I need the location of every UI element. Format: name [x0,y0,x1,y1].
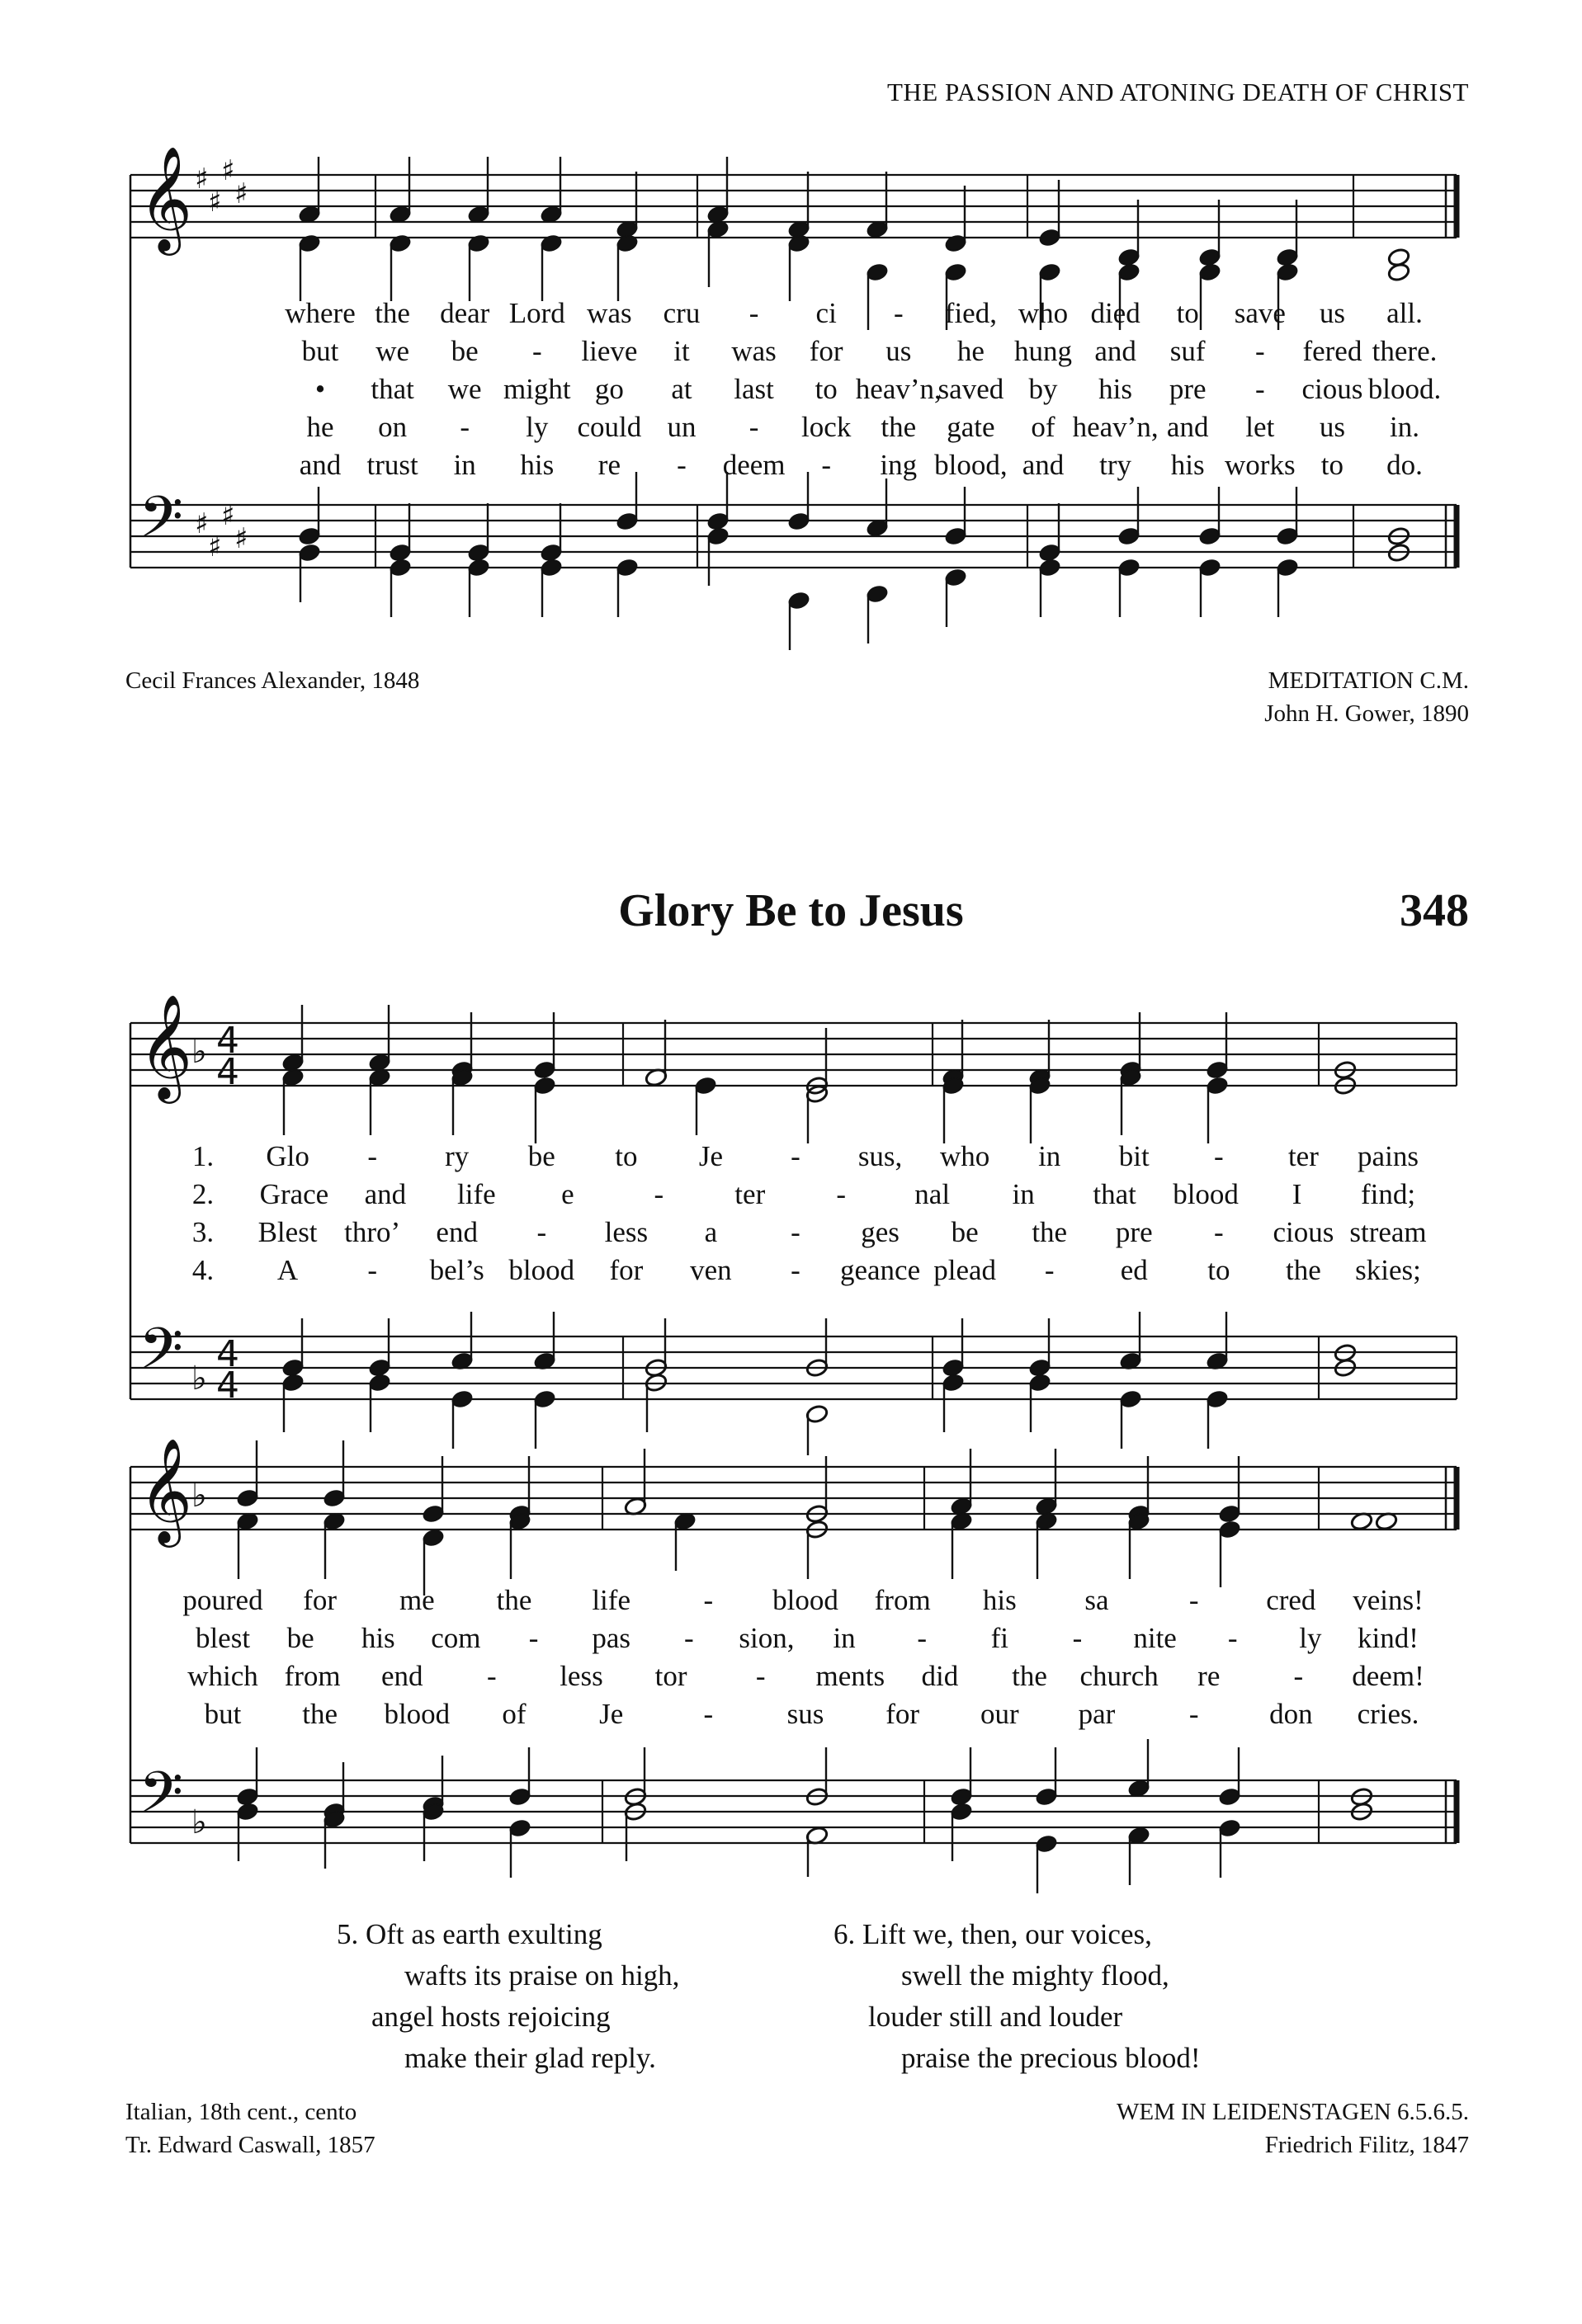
bass-clef: 𝄢 [139,1315,184,1396]
lyric-syllable: par [1078,1698,1116,1730]
lyric-syllable: sus, [857,1140,903,1172]
lyric-syllable: be [451,335,479,367]
lyric-syllable: 2. [191,1178,215,1210]
lyric-syllable: gate [947,411,995,443]
lyric-syllable: for [885,1698,920,1730]
lyric-syllable: do. [1386,449,1423,481]
lyric-syllable: - [791,1216,800,1248]
lyric-syllable: - [821,449,832,481]
lyric-syllable: lieve [581,335,638,367]
lyric-syllable: A [276,1254,299,1286]
lyric-syllable: re [1197,1660,1221,1692]
lyric-syllable: - [1227,1622,1238,1654]
lyric-syllable: ly [1299,1622,1322,1654]
lyric-syllable: church [1079,1660,1159,1692]
lyric-syllable: - [836,1178,847,1210]
key-sharp: ♯ [221,499,235,532]
lyric-syllable: com [431,1622,481,1654]
lyric-syllable: go [594,373,624,405]
lyric-syllable: - [748,411,759,443]
lyric-syllable: that [371,373,414,405]
lyric-syllable: heav’n, [855,373,942,405]
lyric-syllable: all. [1386,297,1423,329]
lyric-syllable: ing [880,449,918,481]
lyric-syllable: cries. [1357,1698,1419,1730]
lyric-syllable: the [302,1698,338,1730]
lyric-syllable: - [487,1660,497,1692]
lyric-syllable: sus [786,1698,824,1730]
stanza-5-line-1: 5. Oft as earth exulting [337,1918,602,1950]
lyric-syllable: in [1012,1178,1035,1210]
lyric-syllable: and [1022,449,1065,481]
tune-name: WEM IN LEIDENSTAGEN 6.5.6.5. [1117,2099,1469,2125]
lyric-syllable: and [364,1178,407,1210]
lyric-syllable: - [791,1254,800,1286]
lyric-syllable: the [881,411,917,443]
lyric-syllable: cru [663,297,701,329]
lyric-syllable: ter [734,1178,766,1210]
key-sharp: ♯ [234,522,248,555]
key-flat: ♭ [191,1033,207,1071]
lyric-syllable: us [1319,411,1345,443]
treble-clef: 𝄞 [139,1437,193,1543]
lyric-syllable: Grace [259,1178,329,1210]
previous-words-credit: Cecil Frances Alexander, 1848 [125,667,420,694]
lyric-syllable: stream [1349,1216,1427,1248]
stanza-6-line-1: 6. Lift we, then, our voices, [834,1918,1152,1950]
lyric-syllable: - [528,1622,539,1654]
lyric-syllable: a [704,1216,718,1248]
lyric-syllable: his [1098,373,1133,405]
previous-composer: John H. Gower, 1890 [1264,700,1469,727]
lyric-syllable: end [436,1216,478,1248]
key-flat: ♭ [191,1803,207,1841]
lyric-syllable: last [734,373,774,405]
time-signature: 4 [216,1051,239,1093]
lyric-syllable: cred [1266,1584,1316,1616]
lyric-syllable: life [592,1584,630,1616]
lyric-syllable: pre [1115,1216,1153,1248]
lyric-syllable: deem [722,449,786,481]
lyric-syllable: from [874,1584,931,1616]
stanza-5-line-3: angel hosts rejoicing [371,2001,611,2033]
lyric-syllable: poured [182,1584,263,1616]
lyric-syllable: heav’n, [1072,411,1159,443]
words-credit: Italian, 18th cent., cento [125,2099,357,2125]
lyric-syllable: sion, [739,1622,795,1654]
lyric-syllable: - [536,1216,547,1248]
lyric-syllable: there. [1372,335,1438,367]
lyric-syllable: - [531,335,542,367]
key-sharp: ♯ [208,186,222,219]
key-sharp: ♯ [208,530,222,563]
lyric-syllable: deem! [1352,1660,1424,1692]
lyric-syllable: ven [690,1254,732,1286]
lyric-syllable: try [1099,449,1132,481]
lyric-syllable: thro’ [344,1216,401,1248]
lyric-syllable: veins! [1353,1584,1424,1616]
lyric-syllable: - [748,297,759,329]
lyric-syllable: who [940,1140,990,1172]
lyric-syllable: the [496,1584,532,1616]
lyric-syllable: ly [526,411,549,443]
lyric-syllable: ed [1120,1254,1148,1286]
lyric-syllable: the [1032,1216,1068,1248]
lyric-syllable: Je [599,1698,624,1730]
stanza-5-line-4: make their glad reply. [404,2042,656,2074]
key-flat: ♭ [191,1477,207,1515]
lyric-syllable: - [755,1660,766,1692]
bass-clef: 𝄢 [139,483,184,564]
treble-clef: 𝄞 [139,993,193,1099]
lyric-syllable: was [731,335,777,367]
lyric-syllable: - [1214,1216,1224,1248]
lyric-syllable: 3. [191,1216,215,1248]
lyric-syllable: blood, [934,449,1008,481]
lyric-syllable: e [561,1178,574,1210]
lyric-syllable: skies; [1355,1254,1421,1286]
section-header: THE PASSION AND ATONING DEATH OF CHRIST [886,78,1469,106]
lyric-syllable: in [453,449,476,481]
lyric-syllable: to [615,1140,638,1172]
lyric-syllable: hung [1014,335,1072,367]
time-signature: 4 [216,1333,239,1375]
lyric-syllable: fied, [944,297,997,329]
treble-clef: 𝄞 [139,145,193,251]
lyric-syllable: - [1072,1622,1083,1654]
lyric-syllable: - [654,1178,664,1210]
key-sharp: ♯ [234,177,248,210]
lyric-syllable: he [956,335,985,367]
lyric-syllable: by [1028,373,1058,405]
key-sharp: ♯ [221,154,235,187]
lyric-syllable: lock [801,411,852,443]
lyric-syllable: we [375,335,409,367]
lyric-syllable: - [367,1254,377,1286]
lyric-syllable: on [378,411,408,443]
lyric-syllable: to [1320,449,1344,481]
lyric-syllable: to [815,373,838,405]
lyric-syllable: re [597,449,621,481]
lyric-syllable: in [1038,1140,1061,1172]
lyric-syllable: that [1093,1178,1136,1210]
lyric-syllable: 1. [191,1140,215,1172]
lyric-syllable: - [893,297,904,329]
lyric-syllable: which [187,1660,258,1692]
lyric-syllable: us [885,335,912,367]
lyric-syllable: was [587,297,632,329]
translator-credit: Tr. Edward Caswall, 1857 [125,2132,375,2158]
lyric-syllable: - [1214,1140,1224,1172]
lyric-syllable: but [204,1698,242,1730]
lyric-syllable: ments [815,1660,885,1692]
lyric-syllable: ter [1287,1140,1319,1172]
lyric-syllable: don [1269,1698,1313,1730]
lyric-syllable: us [1319,297,1345,329]
lyric-syllable: life [457,1178,496,1210]
key-flat: ♭ [191,1360,207,1398]
lyric-syllable: save [1234,297,1286,329]
lyric-syllable: ci [815,297,837,329]
lyric-syllable: bel’s [429,1254,484,1286]
lyric-syllable: - [460,411,470,443]
lyric-syllable: blood [1173,1178,1239,1210]
lyric-syllable: cious [1273,1216,1334,1248]
lyric-syllable: for [609,1254,644,1286]
lyric-syllable: less [604,1216,649,1248]
lyric-syllable: blood. [1367,373,1442,405]
lyric-syllable: - [703,1584,714,1616]
lyric-syllable: - [1188,1698,1199,1730]
lyric-syllable: where [285,297,356,329]
lyric-syllable: - [1044,1254,1055,1286]
previous-tune-name: MEDITATION C.M. [1268,667,1469,694]
lyric-syllable: and [299,449,342,481]
lyric-syllable: and [1166,411,1209,443]
lyric-syllable: trust [366,449,418,481]
composer-credit: Friedrich Filitz, 1847 [1264,2132,1469,2158]
lyric-syllable: to [1207,1254,1230,1286]
lyric-syllable: pas [592,1622,630,1654]
lyric-syllable: suf [1169,335,1206,367]
lyric-syllable: I [1292,1178,1302,1210]
lyric-syllable: in [833,1622,856,1654]
lyric-syllable: - [1293,1660,1304,1692]
lyric-syllable: who [1018,297,1069,329]
lyric-syllable: blood [384,1698,451,1730]
lyric-syllable: ry [445,1140,470,1172]
lyric-syllable: his [361,1622,395,1654]
lyric-syllable: his [982,1584,1017,1616]
lyric-syllable: for [809,335,843,367]
lyric-syllable: sa [1084,1584,1109,1616]
lyric-syllable: kind! [1358,1622,1419,1654]
lyric-syllable: might [503,373,571,405]
lyric-syllable: bit [1118,1140,1150,1172]
lyric-syllable: to [1176,297,1199,329]
lyric-syllable: cious [1301,373,1363,405]
lyric-syllable: Je [698,1140,723,1172]
lyric-syllable: of [1031,411,1055,443]
stanza-5 [337,1914,679,2079]
time-signature: 4 [216,1365,239,1407]
lyric-syllable: let [1245,411,1275,443]
lyric-syllable: and [1094,335,1136,367]
note-head [1387,262,1410,282]
stanza-5-line-2: wafts its praise on high, [404,1959,680,1992]
lyric-syllable: at [671,373,692,405]
time-signature: 4 [216,1020,239,1062]
lyric-syllable: did [921,1660,959,1692]
lyric-syllable: dear [440,297,490,329]
lyric-syllable: ges [861,1216,900,1248]
lyric-syllable: works [1225,449,1296,481]
lyric-syllable: saved [937,373,1004,405]
lyric-syllable: died [1090,297,1140,329]
lyric-syllable: Blest [257,1216,318,1248]
lyric-syllable: plead [933,1254,997,1286]
lyric-syllable: blood [772,1584,838,1616]
lyric-syllable: blest [195,1622,251,1654]
lyric-syllable: nal [914,1178,951,1210]
lyric-syllable: less [560,1660,603,1692]
lyric-syllable: could [577,411,642,443]
lyric-syllable: he [306,411,334,443]
lyric-syllable: find; [1360,1178,1416,1210]
lyric-syllable: pains [1358,1140,1419,1172]
lyric-syllable: - [683,1622,694,1654]
lyric-syllable: me [399,1584,435,1616]
lyric-syllable: be [286,1622,314,1654]
lyric-syllable: - [677,449,687,481]
stanza-6-line-2: swell the mighty flood, [901,1959,1169,1992]
lyric-syllable: fi [990,1622,1009,1654]
lyric-syllable: - [703,1698,714,1730]
lyric-syllable: - [1254,335,1265,367]
lyric-syllable: nite [1133,1622,1177,1654]
lyric-syllable: the [1012,1660,1047,1692]
lyric-syllable: fered [1302,335,1362,367]
stanza-6 [834,1914,1201,2079]
stanza-6-line-4: praise the precious blood! [901,2042,1201,2074]
lyric-syllable: his [1170,449,1205,481]
lyric-syllable: - [367,1140,377,1172]
lyric-syllable: Lord [508,297,565,329]
bass-clef: 𝄢 [139,1759,184,1840]
lyric-syllable: be [527,1140,555,1172]
key-sharp: ♯ [195,163,209,196]
lyric-syllable: - [1188,1584,1199,1616]
lyric-syllable: blood [508,1254,575,1286]
lyric-syllable: we [447,373,482,405]
lyric-syllable: Glo [266,1140,309,1172]
lyric-syllable: tor [654,1660,687,1692]
hymn-number: 348 [1400,885,1469,936]
key-sharp: ♯ [195,507,209,540]
lyric-syllable: • [314,373,326,405]
lyric-syllable: his [520,449,555,481]
lyric-syllable: end [380,1660,423,1692]
lyric-syllable: the [1286,1254,1321,1286]
lyric-syllable: it [673,335,690,367]
lyric-syllable: of [502,1698,527,1730]
lyric-syllable: un [667,411,697,443]
lyric-syllable: geance [839,1254,921,1286]
lyric-syllable: - [791,1140,800,1172]
lyric-syllable: in. [1390,411,1419,443]
lyric-syllable: but [301,335,339,367]
stanza-6-line-3: louder still and louder [868,2001,1123,2033]
lyric-syllable: 4. [191,1254,215,1286]
lyric-syllable: from [284,1660,341,1692]
lyric-syllable: pre [1169,373,1207,405]
lyric-syllable: be [951,1216,979,1248]
lyric-syllable: the [375,297,410,329]
lyric-syllable: - [1254,373,1265,405]
lyric-syllable: our [980,1698,1019,1730]
lyric-syllable: - [917,1622,928,1654]
hymn-title: Glory Be to Jesus [618,885,964,936]
lyric-syllable: for [303,1584,338,1616]
